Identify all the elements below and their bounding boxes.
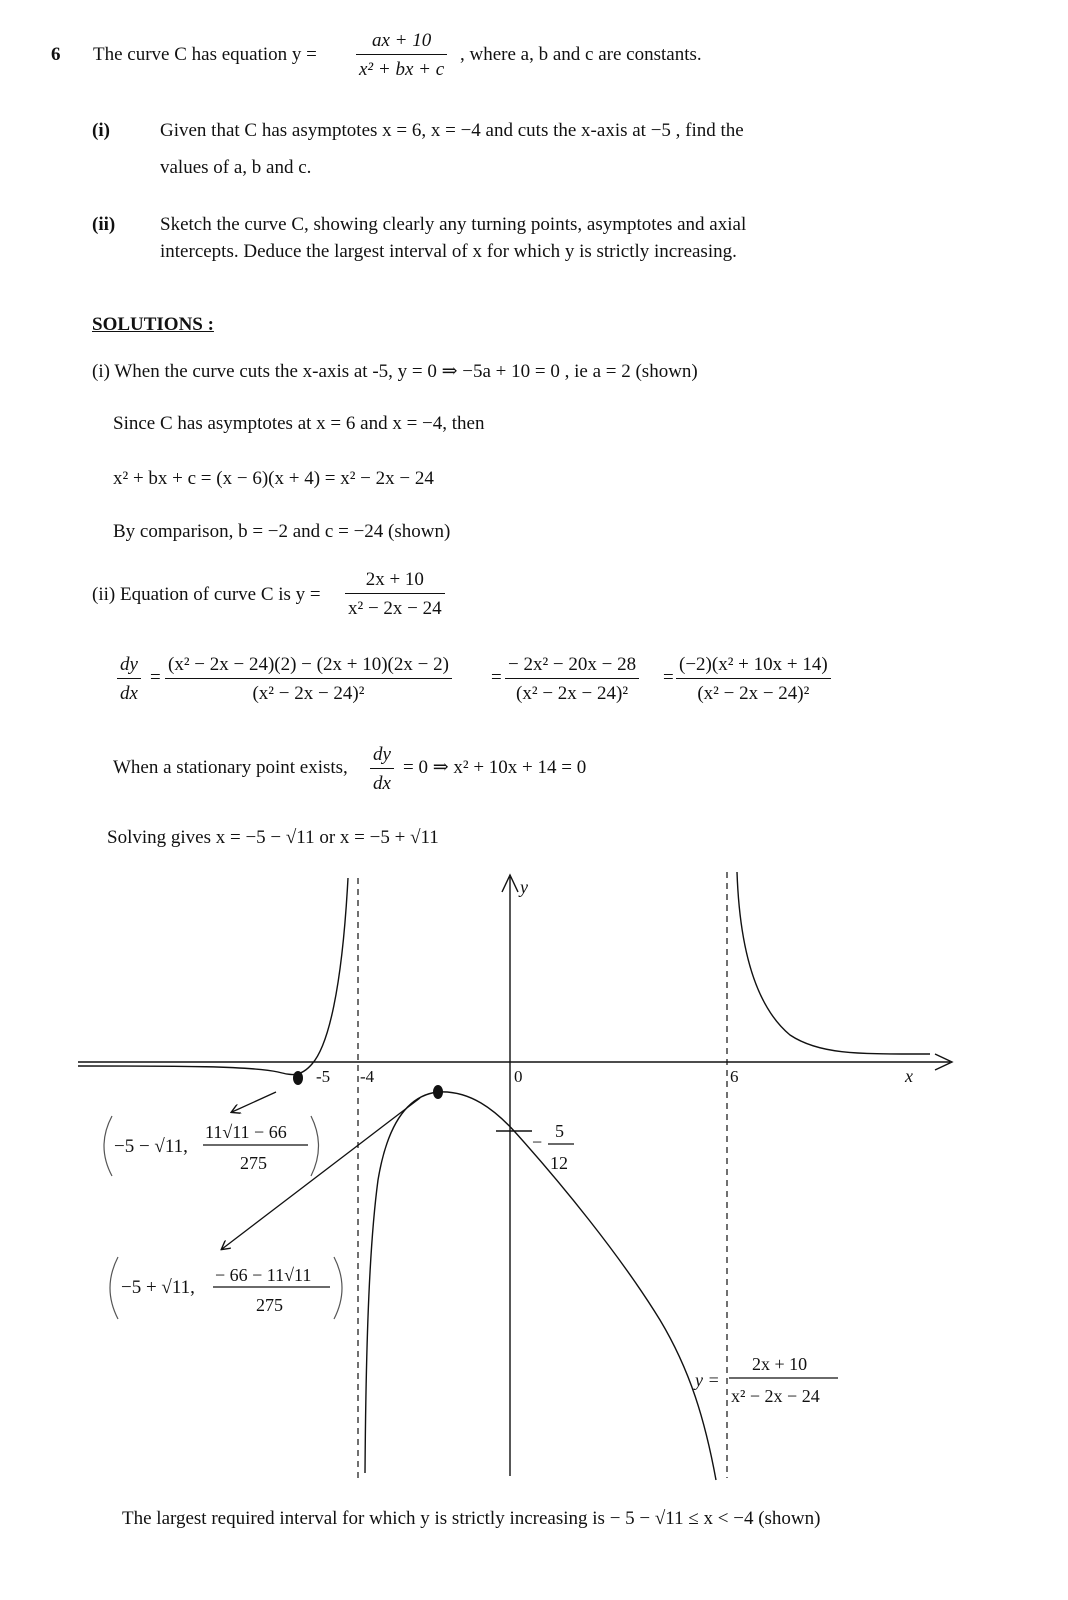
solution-line-5: (ii) Equation of curve C is y =: [92, 584, 321, 605]
arrow-to-point-1: [232, 1092, 276, 1112]
derivative-step-3-den: (x² − 2x − 24)²: [697, 683, 810, 704]
tick-label-6: 6: [730, 1067, 739, 1086]
stationary-suffix: = 0 ⇒ x² + 10x + 14 = 0: [403, 757, 587, 778]
question-number: 6: [51, 44, 61, 65]
x-axis-label: x: [905, 1066, 913, 1086]
point-2-right-paren: [334, 1257, 342, 1319]
tick-label-0: 0: [514, 1067, 523, 1086]
part-ii-line1: Sketch the curve C, showing clearly any turning points, asymptotes and axial: [160, 214, 747, 235]
solutions-heading: SOLUTIONS :: [92, 314, 214, 335]
equals-sign: =: [491, 667, 502, 688]
point-1-y-num: 11√11 − 66: [205, 1122, 287, 1142]
derivative-lhs-num: dy: [117, 655, 141, 679]
tick-label-neg4: -4: [360, 1067, 375, 1086]
y-intercept-num: 5: [555, 1121, 564, 1141]
conclusion: The largest required interval for which y is strictly increasing is − 5 − √11 ≤ x < −4 (shown): [122, 1508, 821, 1529]
derivative-step-2-den: (x² − 2x − 24)²: [516, 683, 629, 704]
solving-line: Solving gives x = −5 − √11 or x = −5 + √11: [107, 827, 439, 848]
part-i-line2: values of a, b and c.: [160, 157, 312, 178]
point-2-x: −5 + √11,: [121, 1277, 195, 1298]
equals-sign: =: [663, 667, 674, 688]
stationary-derivative-den: dx: [373, 773, 391, 794]
derivative-lhs-den: dx: [120, 683, 138, 704]
turning-point-min: [293, 1071, 303, 1085]
curve-eq-denominator: x² − 2x − 24: [348, 598, 442, 619]
solution-line-4: By comparison, b = −2 and c = −24 (shown): [113, 521, 451, 542]
part-i-label: (i): [92, 120, 110, 141]
y-intercept-den: 12: [550, 1153, 568, 1173]
part-i-line1: Given that C has asymptotes x = 6, x = −4 and cuts the x-axis at −5 , find the: [160, 120, 744, 141]
derivative-step-1-num: (x² − 2x − 24)(2) − (2x + 10)(2x − 2): [165, 655, 452, 679]
part-ii-line2: intercepts. Deduce the largest interval of x for which y is strictly increasing.: [160, 241, 737, 262]
solution-line-2: Since C has asymptotes at x = 6 and x = −4, then: [113, 413, 485, 434]
curve-label-prefix: y =: [695, 1370, 720, 1390]
curve-label-den: x² − 2x − 24: [731, 1386, 820, 1406]
y-intercept-sign: −: [532, 1132, 543, 1152]
question-intro-suffix: , where a, b and c are constants.: [460, 44, 702, 65]
y-axis-label: y: [520, 877, 528, 897]
tick-label-neg5: -5: [316, 1067, 331, 1086]
curve-right-branch: [737, 872, 930, 1054]
part-ii-label: (ii): [92, 214, 116, 235]
curve-label-num: 2x + 10: [752, 1354, 808, 1374]
equals-sign: =: [150, 667, 161, 688]
derivative-step-2-num: − 2x² − 20x − 28: [505, 655, 639, 679]
derivative-step-3-num: (−2)(x² + 10x + 14): [676, 655, 831, 679]
question-eq-numerator: ax + 10: [356, 31, 447, 55]
point-2-y-den: 275: [256, 1295, 283, 1315]
stationary-derivative-num: dy: [370, 745, 394, 769]
solution-line-3: x² + bx + c = (x − 6)(x + 4) = x² − 2x − 24: [113, 468, 434, 489]
point-1-left-paren: [104, 1116, 112, 1176]
solution-line-1: (i) When the curve cuts the x-axis at -5, y = 0 ⇒ −5a + 10 = 0 , ie a = 2 (shown): [92, 361, 698, 382]
question-intro: The curve C has equation y =: [93, 44, 317, 65]
question-eq-denominator: x² + bx + c: [359, 59, 445, 80]
point-1-y-den: 275: [240, 1153, 267, 1173]
point-2-y-num: − 66 − 11√11: [215, 1265, 312, 1285]
stationary-prefix: When a stationary point exists,: [113, 757, 348, 778]
curve-eq-numerator: 2x + 10: [345, 570, 445, 594]
turning-point-max: [433, 1085, 443, 1099]
curve-left-branch: [78, 878, 348, 1075]
arrow-to-point-2: [222, 1098, 420, 1249]
point-1-right-paren: [311, 1116, 319, 1176]
point-2-left-paren: [110, 1257, 118, 1319]
point-1-x: −5 − √11,: [114, 1136, 188, 1157]
derivative-step-1-den: (x² − 2x − 24)²: [252, 683, 365, 704]
